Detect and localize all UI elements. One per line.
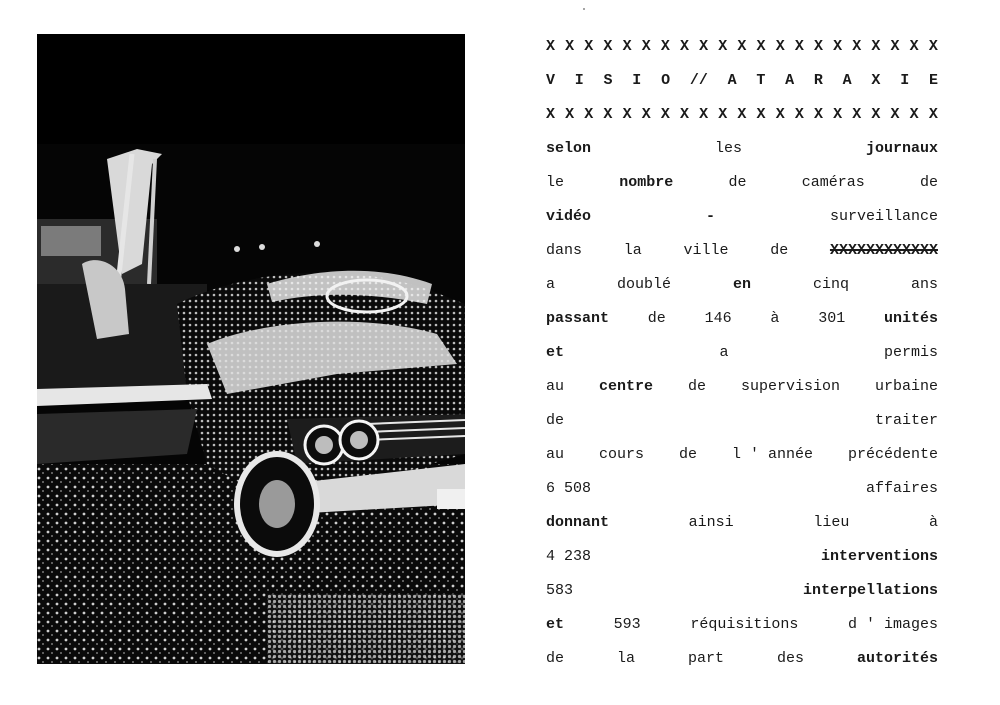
poem-word: lieu [813,514,850,531]
title-letter: A [785,72,795,89]
poem-line [546,302,938,336]
poem-word: a [719,344,729,361]
cross-mark: X [737,106,747,123]
poem-word: traiter [874,412,938,429]
poem-word: au [546,446,565,463]
cross-mark: X [546,38,556,55]
poem-word: interventions [820,548,938,565]
title-letter: T [756,72,766,89]
cross-mark: X [928,38,938,55]
poem-word: la [616,650,635,667]
cross-mark: X [794,38,804,55]
poem-line [546,404,938,438]
poem-line [546,608,938,642]
redacted-city: XXXXXXXXXXXX [829,242,938,259]
poem-word: selon [546,140,592,157]
poem-word: cours [598,446,644,463]
title-letter: R [813,72,823,89]
poem-word: affaires [865,480,938,497]
cross-mark: X [909,106,919,123]
cross-mark: X [679,38,689,55]
poem-line [546,540,938,574]
poem-word: le [546,174,565,191]
cross-mark: X [718,38,728,55]
poem-lines [546,132,938,676]
poem-word: urbaine [874,378,938,395]
poem-word: précédente [847,446,938,463]
cross-mark: X [833,106,843,123]
cross-mark: X [813,38,823,55]
poem-word: dans [546,242,583,259]
poem-word: des [776,650,804,667]
cross-mark: X [909,38,919,55]
title-letter: A [727,72,737,89]
poem-word: permis [883,344,938,361]
poem-line [546,472,938,506]
poem-word: de [770,242,789,259]
poem-word: réquisitions [690,616,799,633]
title-row [546,64,938,98]
cross-mark: X [756,38,766,55]
title-letter: I [900,72,910,89]
cross-mark: X [756,106,766,123]
cross-mark: X [565,38,575,55]
cross-mark: X [584,106,594,123]
poem-word: 146 [704,310,732,327]
poem-word: de [647,310,666,327]
poem-line [546,574,938,608]
poem-column [546,30,938,676]
poem-line [546,336,938,370]
cross-mark: X [603,106,613,123]
cross-mark: X [871,38,881,55]
poem-word: 4 238 [546,548,592,565]
poem-word: 6 508 [546,480,592,497]
poem-word: nombre [619,174,674,191]
poem-word: de [728,174,747,191]
cross-mark: X [890,106,900,123]
poem-word: surveillance [829,208,938,225]
cross-mark: X [699,38,709,55]
poem-word: a [546,276,556,293]
poem-word: vidéo [546,208,592,225]
poem-word: - [705,208,715,225]
poem-word: donnant [546,514,610,531]
cross-mark: X [775,106,785,123]
cross-mark: X [679,106,689,123]
poem-line [546,370,938,404]
poem-word: ville [683,242,729,259]
cross-mark: X [641,106,651,123]
poem-line [546,642,938,676]
cross-mark: X [871,106,881,123]
cross-mark: X [718,106,728,123]
poem-word: centre [598,378,653,395]
cross-mark: X [622,38,632,55]
cross-mark: X [603,38,613,55]
cross-mark: X [565,106,575,123]
poem-word: et [546,616,565,633]
poem-line [546,268,938,302]
poem-line [546,506,938,540]
poem-word: de [678,446,697,463]
cross-mark: X [890,38,900,55]
poem-line [546,166,938,200]
poem-word: supervision [740,378,840,395]
cross-mark: X [813,106,823,123]
poem-word: part [687,650,724,667]
title-letter: I [574,72,584,89]
poem-word: ans [910,276,938,293]
cross-mark: X [546,106,556,123]
title-letter: S [603,72,613,89]
crosses-bottom-row [546,98,938,132]
poem-word: de [546,650,565,667]
poem-line [546,234,938,268]
poem-word: passant [546,310,610,327]
poem-word: l ' année [731,446,813,463]
cross-mark: X [775,38,785,55]
poem-word: journaux [865,140,938,157]
cross-mark: X [660,38,670,55]
cross-mark: X [852,106,862,123]
crashed-car-photo [37,34,465,664]
poem-word: cinq [812,276,849,293]
poem-line [546,200,938,234]
poem-word: à [928,514,938,531]
poem-word: 301 [818,310,846,327]
poem-word: ainsi [688,514,734,531]
title-letter: O [661,72,671,89]
title-letter: E [928,72,938,89]
poem-word: de [546,412,565,429]
poem-word: 583 [546,582,574,599]
title-letter: A [842,72,852,89]
speck [583,8,585,10]
title-letter: V [546,72,556,89]
cross-mark: X [852,38,862,55]
title-letter: I [632,72,642,89]
poem-word: les [714,140,742,157]
poem-word: de [919,174,938,191]
cross-mark: X [737,38,747,55]
cross-mark: X [584,38,594,55]
title-letter: // [689,72,708,89]
poem-word: doublé [616,276,671,293]
poem-word: autorités [856,650,938,667]
cross-mark: X [833,38,843,55]
cross-mark: X [641,38,651,55]
title-letter: X [871,72,881,89]
cross-mark: X [928,106,938,123]
poem-word: caméras [801,174,865,191]
cross-mark: X [794,106,804,123]
poem-word: en [732,276,751,293]
poem-word: unités [883,310,938,327]
poem-line [546,438,938,472]
crosses-top-row [546,30,938,64]
cross-mark: X [699,106,709,123]
poem-word: au [546,378,565,395]
poem-word: la [623,242,642,259]
cross-mark: X [622,106,632,123]
poem-word: et [546,344,565,361]
poem-word: d ' images [847,616,938,633]
poem-word: interpellations [802,582,938,599]
cross-mark: X [660,106,670,123]
poem-word: 593 [613,616,641,633]
poem-word: à [770,310,780,327]
poem-word: de [687,378,706,395]
poem-line [546,132,938,166]
